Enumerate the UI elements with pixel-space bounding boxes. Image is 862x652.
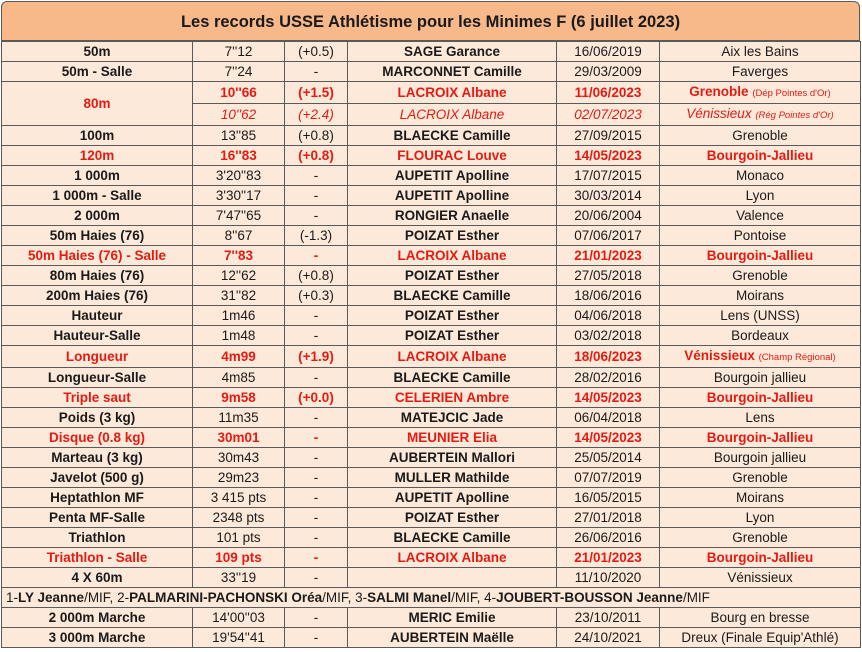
- place-cell: [660, 286, 861, 306]
- event-cell: Penta MF-Salle: [2, 508, 193, 528]
- record-row: [2, 628, 861, 648]
- record-row: [2, 548, 861, 568]
- relay-club: /MIF,: [322, 590, 356, 605]
- place-text: Vénissieux: [686, 106, 752, 121]
- event-cell: 1 000m: [2, 166, 193, 186]
- event-cell: Triple saut: [2, 388, 193, 408]
- performance-cell: 2348 pts: [193, 508, 285, 528]
- performance-cell: 3 415 pts: [193, 488, 285, 508]
- relay-club: /MIF: [682, 590, 710, 605]
- place-cell: [660, 628, 861, 648]
- performance-cell: 12''62: [193, 266, 285, 286]
- record-row: [2, 608, 861, 628]
- date-cell: 28/02/2016: [557, 368, 660, 388]
- performance-cell: 30m43: [193, 448, 285, 468]
- event-cell: 4 X 60m: [2, 568, 193, 588]
- athlete-name-cell: MULLER Mathilde: [348, 468, 557, 488]
- performance-cell: 7''83: [193, 246, 285, 266]
- date-cell: 11/10/2020: [557, 568, 660, 588]
- performance-cell: 14'00''03: [193, 608, 285, 628]
- record-row: [2, 62, 861, 82]
- record-row: [2, 448, 861, 468]
- relay-athlete-name: SALMI Manel: [367, 590, 452, 605]
- place-cell: [660, 388, 861, 408]
- athlete-name-cell: AUPETIT Apolline: [348, 488, 557, 508]
- place-text: Valence: [736, 208, 784, 223]
- athlete-name-cell: POIZAT Esther: [348, 326, 557, 346]
- athlete-name-cell: BLAECKE Camille: [348, 528, 557, 548]
- place-text: Pontoise: [733, 228, 787, 243]
- performance-cell: 9m58: [193, 388, 285, 408]
- record-row: [2, 368, 861, 388]
- athlete-name-cell: POIZAT Esther: [348, 226, 557, 246]
- place-text: Faverges: [731, 64, 789, 79]
- wind-cell: (+0.8): [285, 146, 348, 166]
- performance-cell: 4m85: [193, 368, 285, 388]
- record-row: [2, 146, 861, 166]
- athlete-name-cell: BLAECKE Camille: [348, 368, 557, 388]
- event-cell: Disque (0.8 kg): [2, 428, 193, 448]
- relay-composition-row: [2, 588, 861, 608]
- athlete-name-cell: LACROIX Albane: [348, 548, 557, 568]
- place-text: Bourg en bresse: [710, 610, 810, 625]
- record-row: [2, 126, 861, 146]
- performance-cell: 29m23: [193, 468, 285, 488]
- athlete-name-cell: BLAECKE Camille: [348, 286, 557, 306]
- place-text: Moirans: [735, 490, 784, 505]
- place-cell: [660, 306, 861, 326]
- date-cell: 16/06/2019: [557, 42, 660, 62]
- relay-club: /MIF,: [84, 590, 118, 605]
- event-cell: 120m: [2, 146, 193, 166]
- event-cell: Hauteur: [2, 306, 193, 326]
- performance-cell: 1m48: [193, 326, 285, 346]
- athlete-name-cell: AUBERTEIN Mallori: [348, 448, 557, 468]
- wind-cell: -: [285, 448, 348, 468]
- place-cell: [660, 468, 861, 488]
- place-cell: [660, 508, 861, 528]
- place-text: Bourgoin-Jallieu: [706, 430, 814, 445]
- place-cell: [660, 166, 861, 186]
- athlete-name-cell: [348, 568, 557, 588]
- event-cell: Triathlon - Salle: [2, 548, 193, 568]
- place-cell: [660, 246, 861, 266]
- event-cell: Javelot (500 g): [2, 468, 193, 488]
- wind-cell: -: [285, 326, 348, 346]
- wind-cell: -: [285, 608, 348, 628]
- wind-cell: (+0.5): [285, 42, 348, 62]
- place-text: Bourgoin jallieu: [713, 450, 807, 465]
- date-cell: 27/09/2015: [557, 126, 660, 146]
- place-text: Bourgoin-Jallieu: [706, 390, 814, 405]
- event-cell: Poids (3 kg): [2, 408, 193, 428]
- athlete-name-cell: AUPETIT Apolline: [348, 186, 557, 206]
- place-text: Lyon: [745, 510, 775, 525]
- performance-cell: 11m35: [193, 408, 285, 428]
- wind-cell: -: [285, 468, 348, 488]
- athlete-name-cell: LACROIX Albane: [348, 346, 557, 368]
- relay-number: 1-: [6, 590, 19, 605]
- event-cell: 50m - Salle: [2, 62, 193, 82]
- place-text: Moirans: [735, 288, 784, 303]
- place-text: Bourgoin jallieu: [713, 370, 807, 385]
- athlete-name-cell: MARCONNET Camille: [348, 62, 557, 82]
- record-row: [2, 508, 861, 528]
- wind-cell: (+0.8): [285, 266, 348, 286]
- wind-cell: -: [285, 428, 348, 448]
- event-cell: 2 000m: [2, 206, 193, 226]
- record-row: [2, 266, 861, 286]
- athlete-name-cell: POIZAT Esther: [348, 508, 557, 528]
- place-cell: [660, 82, 861, 104]
- date-cell: 07/07/2019: [557, 468, 660, 488]
- performance-cell: 4m99: [193, 346, 285, 368]
- place-cell: [660, 206, 861, 226]
- wind-cell: -: [285, 628, 348, 648]
- event-cell: 3 000m Marche: [2, 628, 193, 648]
- place-cell: [660, 568, 861, 588]
- record-row: [2, 246, 861, 266]
- date-cell: 24/10/2021: [557, 628, 660, 648]
- date-cell: 29/03/2009: [557, 62, 660, 82]
- place-cell: [660, 42, 861, 62]
- record-row: [2, 186, 861, 206]
- place-text: Vénissieux: [684, 348, 755, 363]
- place-text: Bourgoin-Jallieu: [706, 550, 814, 565]
- athlete-name-cell: POIZAT Esther: [348, 306, 557, 326]
- place-note: (Champ Régional): [758, 352, 836, 363]
- athlete-name-cell: CELERIEN Ambre: [348, 388, 557, 408]
- place-text: Aix les Bains: [721, 44, 799, 59]
- athlete-name-cell: POIZAT Esther: [348, 266, 557, 286]
- athlete-name-cell: SAGE Garance: [348, 42, 557, 62]
- date-cell: 27/01/2018: [557, 508, 660, 528]
- place-text: Dreux (Finale Equip'Athlé): [681, 630, 839, 645]
- place-cell: [660, 346, 861, 368]
- wind-cell: (+0.3): [285, 286, 348, 306]
- place-text: Grenoble: [732, 128, 788, 143]
- date-cell: 04/06/2018: [557, 306, 660, 326]
- athlete-name-cell: MERIC Emilie: [348, 608, 557, 628]
- event-cell: 2 000m Marche: [2, 608, 193, 628]
- place-cell: [660, 448, 861, 468]
- date-cell: 17/07/2015: [557, 166, 660, 186]
- records-sheet: [1, 1, 860, 648]
- performance-cell: 19'54''41: [193, 628, 285, 648]
- record-row: [2, 42, 861, 62]
- wind-cell: -: [285, 246, 348, 266]
- place-cell: [660, 226, 861, 246]
- record-row: [2, 206, 861, 226]
- place-text: Bourgoin-Jallieu: [706, 248, 814, 263]
- date-cell: 25/05/2014: [557, 448, 660, 468]
- relay-composition-cell: [2, 588, 861, 608]
- place-text: Grenoble: [732, 470, 788, 485]
- relay-athlete-name: LY Jeanne: [18, 590, 85, 605]
- date-cell: 21/01/2023: [557, 246, 660, 266]
- performance-cell: 7'47''65: [193, 206, 285, 226]
- event-cell: Hauteur-Salle: [2, 326, 193, 346]
- place-text: Bourgoin-Jallieu: [706, 148, 814, 163]
- place-cell: [660, 266, 861, 286]
- event-cell: 50m: [2, 42, 193, 62]
- wind-cell: -: [285, 568, 348, 588]
- athlete-name-cell: AUPETIT Apolline: [348, 166, 557, 186]
- relay-number: 3-: [355, 590, 368, 605]
- place-cell: [660, 488, 861, 508]
- date-cell: 14/05/2023: [557, 146, 660, 166]
- wind-cell: -: [285, 528, 348, 548]
- performance-cell: 101 pts: [193, 528, 285, 548]
- place-text: Vénissieux: [727, 570, 793, 585]
- wind-cell: -: [285, 508, 348, 528]
- event-cell: Triathlon: [2, 528, 193, 548]
- place-text: Lens (UNSS): [720, 308, 800, 323]
- place-cell: [660, 126, 861, 146]
- event-cell: 1 000m - Salle: [2, 186, 193, 206]
- wind-cell: -: [285, 206, 348, 226]
- place-cell: [660, 528, 861, 548]
- performance-cell: 3'30''17: [193, 186, 285, 206]
- athlete-name-cell: MATEJCIC Jade: [348, 408, 557, 428]
- athlete-name-cell: LACROIX Albane: [348, 104, 557, 126]
- performance-cell: 30m01: [193, 428, 285, 448]
- wind-cell: -: [285, 62, 348, 82]
- date-cell: 18/06/2016: [557, 286, 660, 306]
- athlete-name-cell: BLAECKE Camille: [348, 126, 557, 146]
- wind-cell: -: [285, 408, 348, 428]
- place-cell: [660, 104, 861, 126]
- record-row: [2, 346, 861, 368]
- event-cell: Heptathlon MF: [2, 488, 193, 508]
- date-cell: 14/05/2023: [557, 388, 660, 408]
- performance-cell: 7''12: [193, 42, 285, 62]
- place-note: (Rég Pointes d'Or): [755, 110, 834, 121]
- date-cell: 20/06/2004: [557, 206, 660, 226]
- place-cell: [660, 608, 861, 628]
- event-cell: 50m Haies (76) - Salle: [2, 246, 193, 266]
- wind-cell: -: [285, 306, 348, 326]
- performance-cell: 31''82: [193, 286, 285, 306]
- event-cell: 200m Haies (76): [2, 286, 193, 306]
- place-cell: [660, 326, 861, 346]
- date-cell: 02/07/2023: [557, 104, 660, 126]
- record-row: [2, 166, 861, 186]
- place-cell: [660, 146, 861, 166]
- wind-cell: -: [285, 488, 348, 508]
- date-cell: 18/06/2023: [557, 346, 660, 368]
- place-note: (Dép Pointes d'Or): [752, 88, 831, 99]
- wind-cell: -: [285, 368, 348, 388]
- place-text: Bordeaux: [731, 328, 789, 343]
- date-cell: 27/05/2018: [557, 266, 660, 286]
- record-row: [2, 306, 861, 326]
- relay-number: 2-: [117, 590, 130, 605]
- date-cell: 30/03/2014: [557, 186, 660, 206]
- relay-athlete-name: JOUBERT-BOUSSON Jeanne: [496, 590, 683, 605]
- performance-cell: 10''66: [193, 82, 285, 104]
- place-cell: [660, 408, 861, 428]
- event-cell: Longueur: [2, 346, 193, 368]
- sheet-title: Les records USSE Athlétisme pour les Minimes F (6 juillet 2023): [1, 1, 860, 41]
- athlete-name-cell: FLOURAC Louve: [348, 146, 557, 166]
- wind-cell: (+1.5): [285, 82, 348, 104]
- wind-cell: -: [285, 548, 348, 568]
- record-row: [2, 82, 861, 104]
- event-cell: 50m Haies (76): [2, 226, 193, 246]
- performance-cell: 8''67: [193, 226, 285, 246]
- athlete-name-cell: AUBERTEIN Maëlle: [348, 628, 557, 648]
- records-table: [1, 41, 861, 648]
- performance-cell: 3'20''83: [193, 166, 285, 186]
- place-text: Lens: [745, 410, 775, 425]
- place-cell: [660, 428, 861, 448]
- event-cell: 80m Haies (76): [2, 266, 193, 286]
- place-text: Grenoble: [732, 530, 788, 545]
- date-cell: 03/02/2018: [557, 326, 660, 346]
- place-text: Lyon: [745, 188, 775, 203]
- athlete-name-cell: RONGIER Anaelle: [348, 206, 557, 226]
- wind-cell: (+1.9): [285, 346, 348, 368]
- record-row: [2, 226, 861, 246]
- date-cell: 21/01/2023: [557, 548, 660, 568]
- record-row: [2, 488, 861, 508]
- performance-cell: 1m46: [193, 306, 285, 326]
- performance-cell: 13''85: [193, 126, 285, 146]
- record-row: [2, 428, 861, 448]
- event-cell: 100m: [2, 126, 193, 146]
- event-cell: 80m: [2, 82, 193, 126]
- place-cell: [660, 62, 861, 82]
- record-row: [2, 326, 861, 346]
- performance-cell: 33''19: [193, 568, 285, 588]
- record-row: [2, 388, 861, 408]
- date-cell: 06/04/2018: [557, 408, 660, 428]
- record-row: [2, 286, 861, 306]
- date-cell: 23/10/2011: [557, 608, 660, 628]
- wind-cell: (+2.4): [285, 104, 348, 126]
- date-cell: 11/06/2023: [557, 82, 660, 104]
- event-cell: Longueur-Salle: [2, 368, 193, 388]
- record-row: [2, 568, 861, 588]
- date-cell: 14/05/2023: [557, 428, 660, 448]
- wind-cell: (-1.3): [285, 226, 348, 246]
- wind-cell: -: [285, 186, 348, 206]
- athlete-name-cell: MEUNIER Elia: [348, 428, 557, 448]
- date-cell: 07/06/2017: [557, 226, 660, 246]
- performance-cell: 16''83: [193, 146, 285, 166]
- athlete-name-cell: LACROIX Albane: [348, 82, 557, 104]
- performance-cell: 109 pts: [193, 548, 285, 568]
- wind-cell: (+0.0): [285, 388, 348, 408]
- relay-athlete-name: PALMARINI-PACHONSKI Oréa: [129, 590, 323, 605]
- record-row: [2, 528, 861, 548]
- performance-cell: 7''24: [193, 62, 285, 82]
- athlete-name-cell: LACROIX Albane: [348, 246, 557, 266]
- place-text: Grenoble: [689, 84, 749, 99]
- date-cell: 26/06/2016: [557, 528, 660, 548]
- place-text: Monaco: [735, 168, 785, 183]
- performance-cell: 10''62: [193, 104, 285, 126]
- date-cell: 16/05/2015: [557, 488, 660, 508]
- relay-club: /MIF,: [451, 590, 485, 605]
- place-cell: [660, 186, 861, 206]
- place-cell: [660, 548, 861, 568]
- place-cell: [660, 368, 861, 388]
- wind-cell: -: [285, 166, 348, 186]
- wind-cell: (+0.8): [285, 126, 348, 146]
- record-row: [2, 408, 861, 428]
- place-text: Grenoble: [732, 268, 788, 283]
- relay-number: 4-: [484, 590, 497, 605]
- record-row: [2, 468, 861, 488]
- event-cell: Marteau (3 kg): [2, 448, 193, 468]
